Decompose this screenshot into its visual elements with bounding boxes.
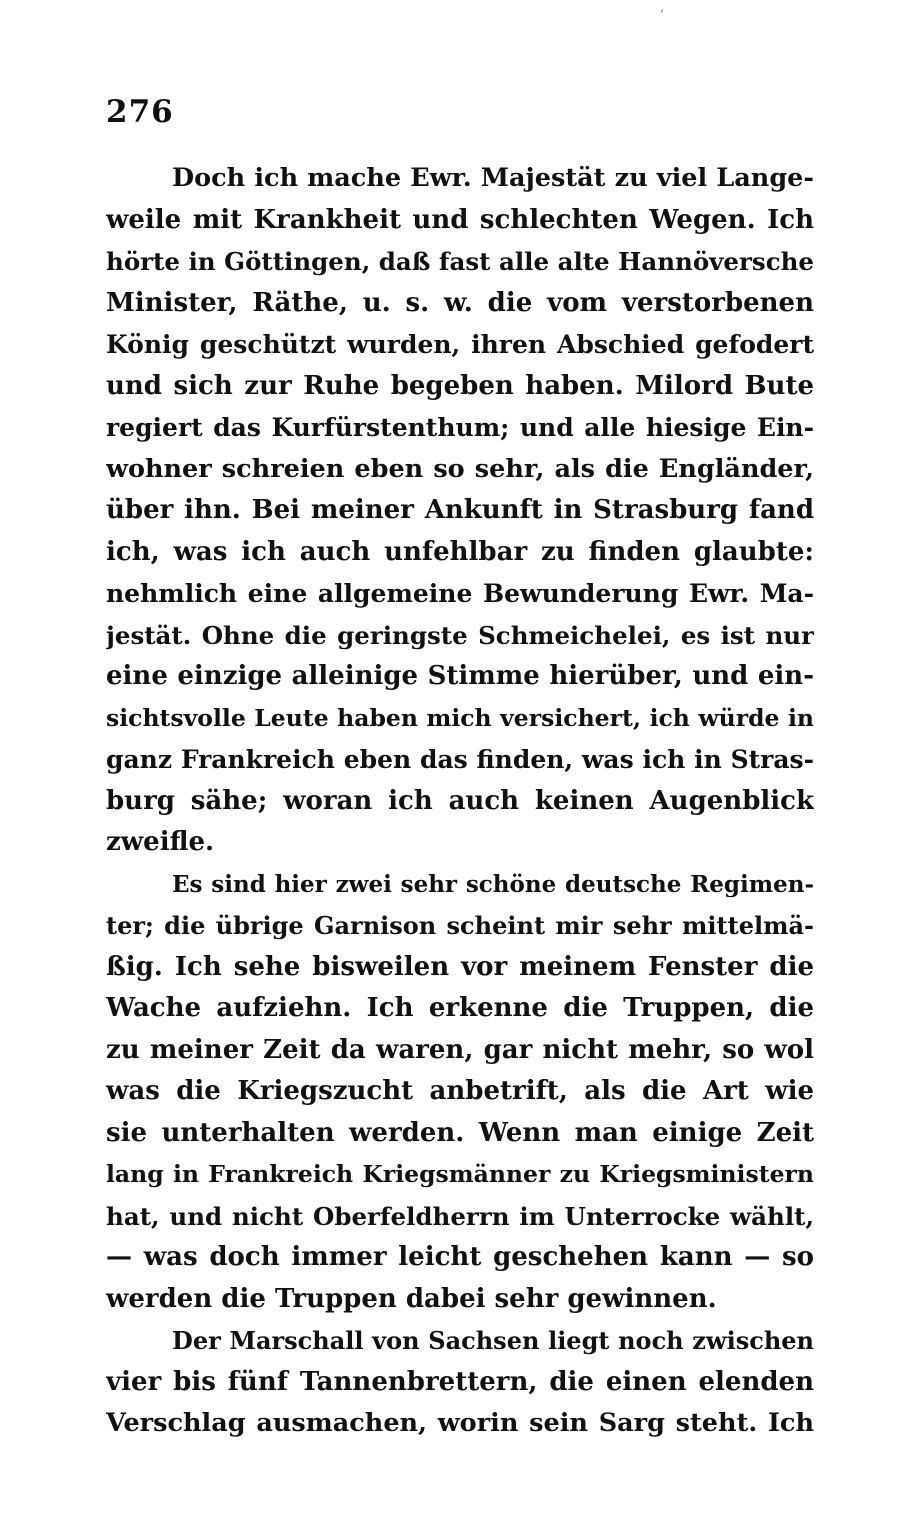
text-line: Doch ich mache Ewr. Majestät zu viel Lange-: [172, 163, 814, 193]
text-line: — was doch immer leicht geschehen kann — so: [106, 1242, 814, 1272]
text-line: ich, was ich auch unfehlbar zu finden glaubte:: [106, 536, 814, 567]
text-line: regiert das Kurfürstenthum; und alle hiesige Ein-: [106, 413, 814, 442]
text-line: lang in Frankreich Kriegsmänner zu Kriegsministern: [106, 1160, 814, 1188]
text-line: sie unterhalten werden. Wenn man einige Zeit: [106, 1117, 814, 1148]
text-line: nehmlich eine allgemeine Bewunderung Ewr. Ma-: [106, 579, 814, 608]
text-line: und sich zur Ruhe begeben haben. Milord Bute: [106, 370, 814, 401]
text-line: burg sähe; woran ich auch keinen Augenblick: [106, 785, 814, 816]
text-line: vier bis fünf Tannenbrettern, die einen elenden: [106, 1366, 814, 1397]
text-line: Minister, Räthe, u. s. w. die vom verstorbenen: [106, 287, 814, 318]
top-edge-mark: ,: [660, 0, 665, 15]
text-line: eine einzige alleinige Stimme hierüber, und ein-: [106, 661, 814, 691]
text-line: König geschützt wurden, ihren Abschied gefodert: [106, 330, 814, 359]
text-line: über ihn. Bei meiner Ankunft in Strasburg fand: [106, 495, 814, 525]
text-line: zweifle.: [106, 827, 215, 857]
text-line: Verschlag ausmachen, worin sein Sarg steht. Ich: [106, 1408, 814, 1438]
text-line: jestät. Ohne die geringste Schmeichelei, es ist nur: [106, 620, 814, 650]
text-line: ter; die übrige Garnison scheint mir sehr mittelmä-: [106, 911, 814, 940]
text-line: wohner schreien eben so sehr, als die Engländer,: [106, 453, 814, 484]
text-line: werden die Truppen dabei sehr gewinnen.: [106, 1283, 717, 1314]
text-line: was die Kriegszucht anbetrift, als die Art wie: [106, 1076, 814, 1106]
body-text: [106, 158, 814, 1445]
text-line: ganz Frankreich eben das finden, was ich in Stras-: [106, 745, 814, 774]
text-line: hörte in Göttingen, daß fast alle alte Hannöversche: [106, 247, 814, 276]
text-line: Der Marschall von Sachsen liegt noch zwischen: [172, 1326, 814, 1355]
text-line: zu meiner Zeit da waren, gar nicht mehr, so wol: [106, 1034, 814, 1065]
text-line: hat, und nicht Oberfeldherrn im Unterrocke wählt,: [106, 1201, 814, 1231]
text-line: Es sind hier zwei sehr schöne deutsche Regimen-: [172, 870, 814, 898]
text-line: weile mit Krankheit und schlechten Wegen. Ich: [106, 204, 814, 235]
text-line: Wache aufziehn. Ich erkenne die Truppen, die: [106, 993, 814, 1023]
page-number: 276: [106, 94, 174, 130]
text-line: sichtsvolle Leute haben mich versichert, ich würde in: [106, 703, 814, 732]
text-line: ßig. Ich sehe bisweilen vor meinem Fenster die: [106, 951, 814, 982]
